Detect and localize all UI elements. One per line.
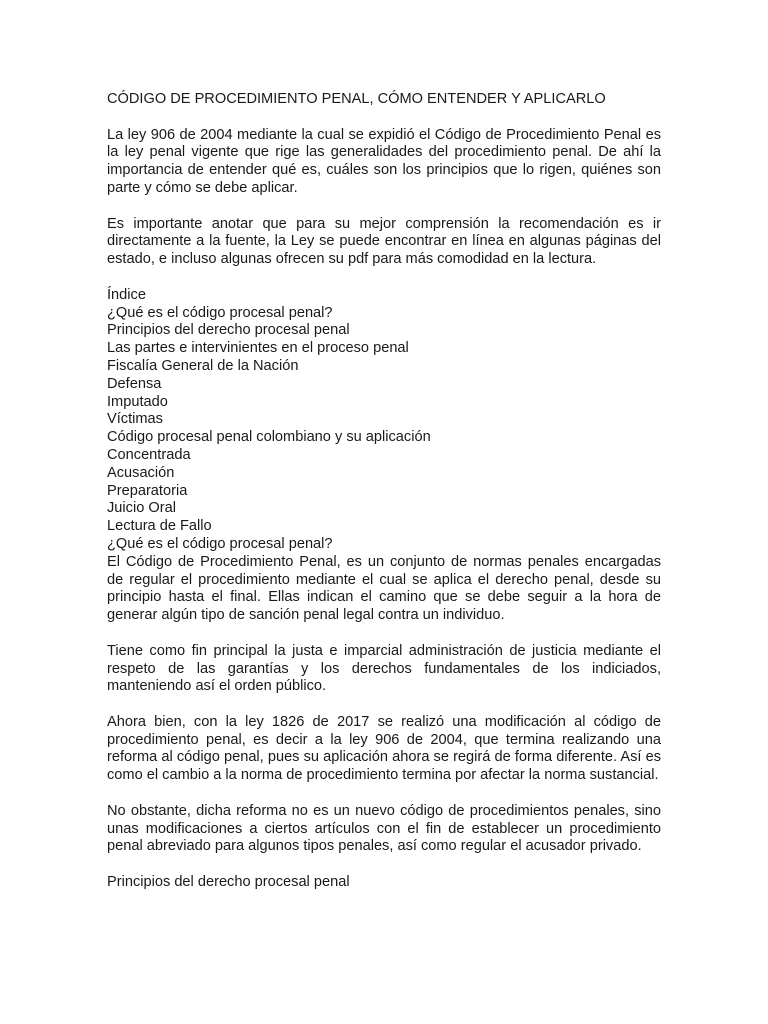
index-item: Acusación [107,464,175,481]
section-heading: ¿Qué es el código procesal penal? [107,535,333,552]
section1-paragraph-3: Ahora bien, con la ley 1826 de 2017 se realizó una modificación al código de procedimiento penal, es decir a la ley 906 de 2004, que termina realizando una reforma al código penal, pues su aplicación ahora se regirá de forma diferente. Así es como el cambio a la norma de procedimiento termina por afectar la norma sustancial. [107,713,661,784]
spacer [107,109,661,127]
index-item: Lectura de Fallo [107,518,212,535]
index-item: Víctimas [107,411,163,428]
spacer [107,856,661,874]
spacer [107,269,661,287]
spacer [107,785,661,803]
index-list [107,287,661,554]
index-heading: Índice [107,286,146,303]
spacer [107,198,661,216]
intro-paragraph-1: La ley 906 de 2004 mediante la cual se expidió el Código de Procedimiento Penal es la ley penal vigente que rige las generalidades del procedimiento penal. De ahí la importancia de entender qué es, cuáles son los principios que lo rigen, quiénes son parte y cómo se debe aplicar. [107,126,661,196]
section1-paragraph-2: Tiene como fin principal la justa e imparcial administración de justicia mediante el respeto de las garantías y los derechos fundamentales de los indiciados, manteniendo así el orden público. [107,642,661,695]
index-item: Concentrada [107,446,191,463]
index-item: Juicio Oral [107,500,176,517]
section1-paragraph-4: No obstante, dicha reforma no es un nuevo código de procedimientos penales, sino unas modificaciones a ciertos artículos con el fin de establecer un procedimiento penal abreviado para algunos tipos penales, así como regular el acusador privado. [107,802,661,855]
spacer [107,625,661,643]
index-item: Código procesal penal colombiano y su aplicación [107,429,431,446]
index-item: Principios del derecho procesal penal [107,322,350,339]
spacer [107,696,661,714]
index-item: Fiscalía General de la Nación [107,357,299,374]
index-item: ¿Qué es el código procesal penal? [107,304,333,321]
document-title: CÓDIGO DE PROCEDIMIENTO PENAL, CÓMO ENTENDER Y APLICARLO [107,91,606,107]
section1-paragraph-1: El Código de Procedimiento Penal, es un conjunto de normas penales encargadas de regular el procedimiento mediante el cual se aplica el derecho penal, desde su principio hasta el final. Ellas indican el camino que se debe seguir a la hora de generar algún tipo de sanción penal legal contra un individuo. [107,553,661,624]
document-body [107,91,661,892]
index-item: Imputado [107,393,168,410]
intro-paragraph-2: Es importante anotar que para su mejor comprensión la recomendación es ir directamente a la fuente, la Ley se puede encontrar en línea en algunas páginas del estado, e incluso algunas ofrecen su pdf para más comodidad en la lectura. [107,215,661,268]
section2-heading: Principios del derecho procesal penal [107,874,350,891]
index-item: Las partes e intervinientes en el proceso penal [107,340,409,357]
index-item: Defensa [107,375,162,392]
index-item: Preparatoria [107,482,188,499]
